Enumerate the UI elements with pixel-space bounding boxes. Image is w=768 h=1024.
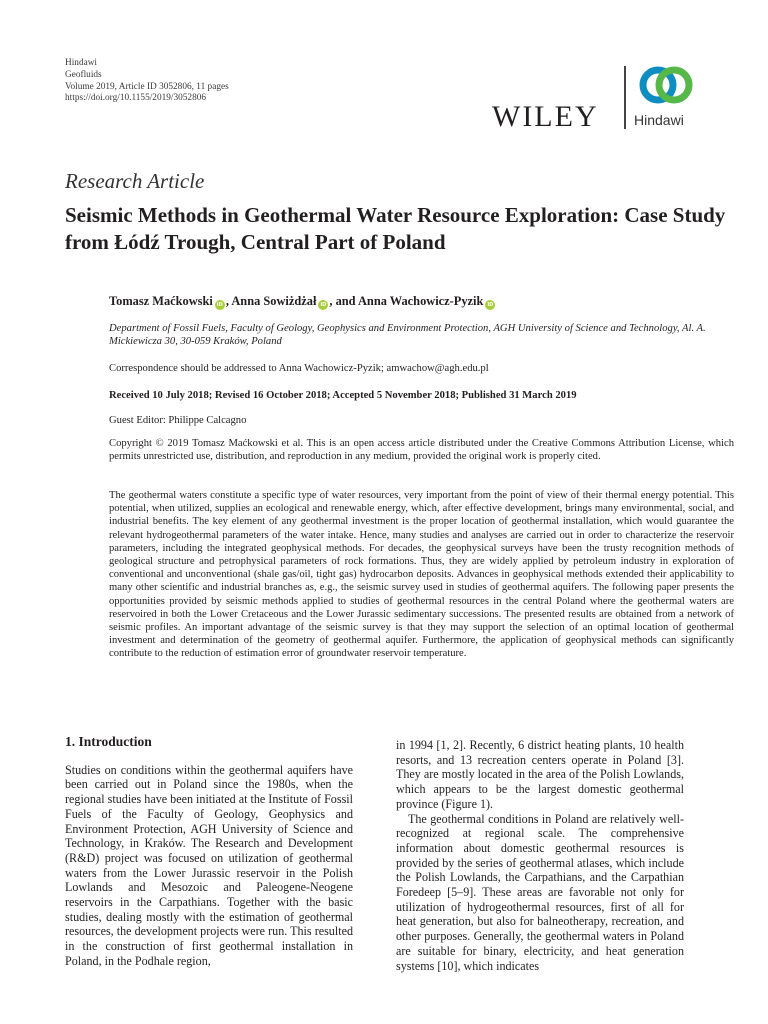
guest-editor: Guest Editor: Philippe Calcagno [109,415,247,426]
body-paragraph: in 1994 [1, 2]. Recently, 6 district heating plants, 10 health resorts, and 13 recreation centers operate in Poland [3]. They are mostly located in the area of the Polish Lowlands, which appears to be the largest domestic geothermal province (Figure 1). [396,738,684,811]
orcid-icon[interactable]: iD [485,300,495,310]
publisher-logos [490,62,720,134]
volume-line: Volume 2019, Article ID 3052806, 11 pages [65,81,229,92]
journal-name: Geofluids [65,69,102,80]
wiley-logo: WILEY [492,100,599,133]
hindawi-wordmark: Hindawi [634,112,684,128]
author-name[interactable]: Tomasz Maćkowski [109,294,213,308]
body-paragraph: The geothermal conditions in Poland are relatively well-recognized at regional scale. The comprehensive information about domestic geothermal resources is provided by the series of geothermal atlases, which include the Polish Lowlands, the Carpathians, and the Carpathian Foredeep [5–9]. These areas are favorable not only for utilization of hydrogeothermal resources, first of all for heat generation, but also for balneotherapy, recreation, and other purposes. Generally, the geothermal waters in Poland are suitable for binary, electricity, and heat generation systems [10], which indicates [396,811,684,973]
copyright-notice: Copyright © 2019 Tomasz Maćkowski et al. This is an open access article distributed under the Creative Commons Attribution License, which permits unrestricted use, distribution, and reproduction in any medium, provided the original work is properly cited. [109,438,734,463]
author-name[interactable]: , and Anna Wachowicz-Pyzik [329,294,484,308]
right-column [396,738,684,973]
orcid-icon[interactable]: iD [215,300,225,310]
doi-link[interactable]: https://doi.org/10.1155/2019/3052806 [65,93,207,104]
publisher-name: Hindawi [65,58,98,68]
section-heading: 1. Introduction [65,734,152,749]
abstract: The geothermal waters constitute a specific type of water resources, very important from the point of view of their thermal energy potential. This potential, when utilized, supplies an ecological and renewable energy, which, after effective development, brings many environmental, social, and industrial benefits. The key element of any geothermal investment is the proper location of geothermal installation, which would guarantee the relevant hydrogeothermal parameters of the water intake. Hence, many studies and analyses are carried out in order to characterize the reservoir parameters, including the integrated geophysical methods. For decades, the geophysical surveys have been the trusty recognition methods of geological structure and petrophysical parameters of rock formations. Thus, they are widely applied by petroleum industry in exploration of conventional and unconventional (shale gas/oil, tight gas) hydrocarbon deposits. Advances in geophysical methods extended their applicability to many other scientific and industrial branches as, e.g., the seismic survey used in studies of geothermal aquifers. The following paper presents the opportunities provided by seismic methods applied to studies of geothermal resources in the central Poland where the geothermal waters are reservoired in both the Lower Cretaceous and the Lower Jurassic sedimentary successions. The presented results are obtained from a network of seismic profiles. An important advantage of the seismic survey is that they may support the selection of an optimal location of geothermal investment and determination of the geometry of geothermal aquifer. Furthermore, the application of geophysical methods can significantly contribute to the reduction of estimation error of groundwater reservoir temperature. [109,490,734,660]
article-title: Seismic Methods in Geothermal Water Resource Exploration: Case Study from Łódź Trough, Central Part of Poland [65,203,726,254]
affiliation: Department of Fossil Fuels, Faculty of Geology, Geophysics and Environment Protection, AGH University of Science and Technology, Al. A. Mickiewicza 30, 30-059 Kraków, Poland [109,323,706,348]
author-name[interactable]: , Anna Sowiżdżał [225,294,317,308]
hindawi-logo-icon [636,62,696,108]
correspondence: Correspondence should be addressed to Anna Wachowicz-Pyzik; amwachow@agh.edu.pl [109,363,489,374]
journal-meta [65,58,229,105]
orcid-icon[interactable]: iD [318,300,328,310]
article-type: Research Article [65,169,205,193]
left-column [65,735,353,969]
author-list [109,294,496,310]
body-paragraph: Studies on conditions within the geothermal aquifers have been carried out in Poland since the 1980s, when the regional studies have been initiated at the Institute of Fossil Fuels of the Faculty of Geology, Geophysics and Environment Protection, AGH University of Science and Technology, in Kraków. The Research and Development (R&D) project was focused on utilization of geothermal waters from the Lower Jurassic reservoir in the Polish Lowlands and Mesozoic and Paleogene-Neogene reservoirs in the Carpathians. Together with the basic studies, dealing mostly with the estimation of geothermal resources, the development projects were run. This resulted in the construction of first geothermal installation in Poland, in the Podhale region, [65,762,353,968]
logo-divider [624,66,626,129]
publication-dates: Received 10 July 2018; Revised 16 October 2018; Accepted 5 November 2018; Published 31 March 2019 [109,390,577,401]
